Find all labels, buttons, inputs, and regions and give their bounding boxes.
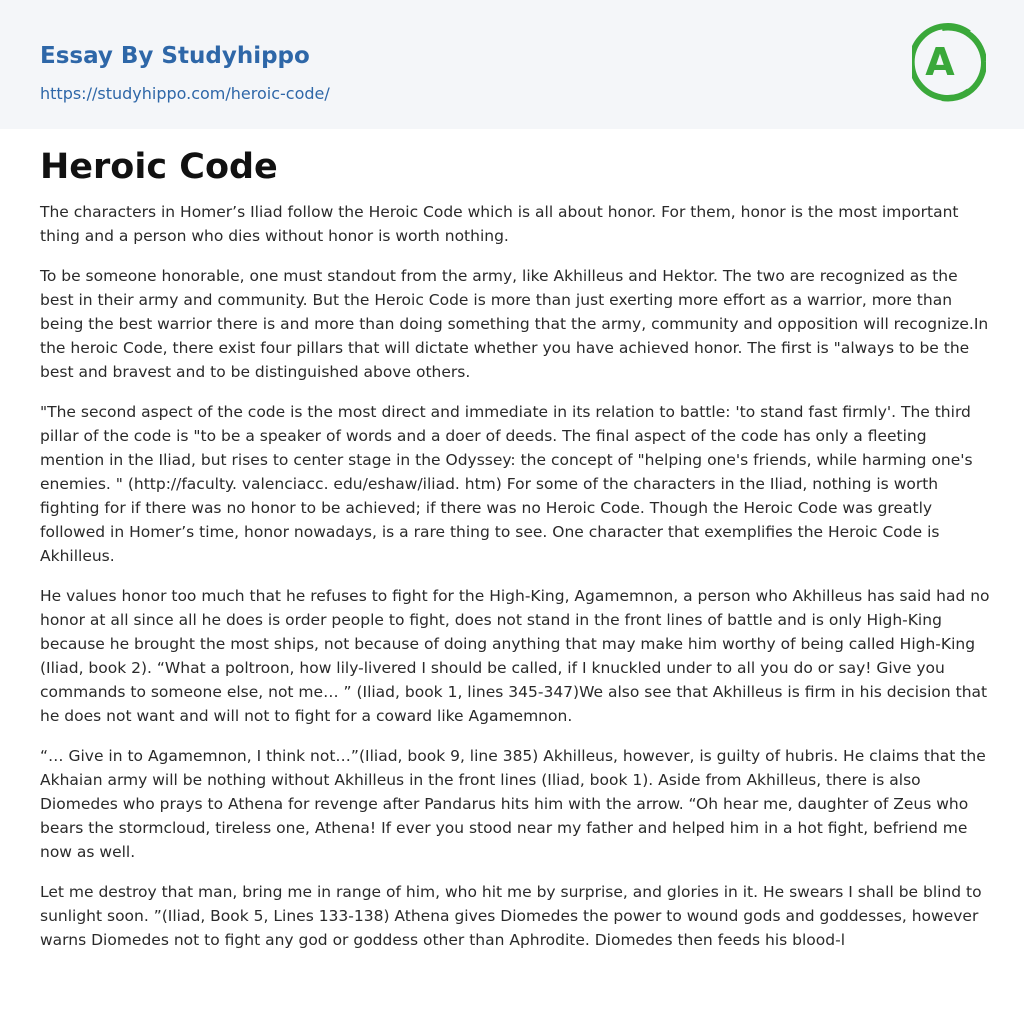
essay-title: Heroic Code [40, 147, 278, 187]
essay-url-link[interactable]: https://studyhippo.com/heroic-code/ [40, 84, 330, 103]
site-title[interactable]: Essay By Studyhippo [40, 43, 310, 69]
essay-paragraph-6: Let me destroy that man, bring me in range of him, who hit me by surprise, and glories in it. He swears I shall be blind to sunlight soon. ”(Iliad, Book 5, Lines 133-138) Athena gives Diomedes the power to wound gods and goddesses, however warns Diomedes not to fight any god or goddess other than Aphrodite. Diomedes then feeds his blood-l [40, 883, 982, 949]
essay-paragraph-2: To be someone honorable, one must standout from the army, like Akhilleus and Hektor. The two are recognized as the best in their army and community. But the Heroic Code is more than just exerting more effort as a warrior, more than being the best warrior there is and more than doing something that the army, community and opposition will recognize.In the heroic Code, there exist four pillars that will dictate whether you have achieved honor. The first is "always to be the best and bravest and to be distinguished above others. [40, 267, 989, 381]
essay-paragraph-3: "The second aspect of the code is the most direct and immediate in its relation to battle: 'to stand fast firmly'. The third pillar of the code is "to be a speaker of words and a doer of deeds. The final aspect of the code has only a fleeting mention in the Iliad, but rises to center stage in the Odyssey: the concept of "helping one's friends, while harming one's enemies. " (http://faculty. valenciacc. edu/eshaw/iliad. htm) For some of the characters in the Iliad, nothing is worth fighting for if there was no honor to be achieved; if there was no Heroic Code. Though the Heroic Code was greatly followed in Homer’s time, honor nowadays, is a rare thing to see. One character that exemplifies the Heroic Code is Akhilleus. [40, 403, 973, 565]
essay-content [40, 144, 990, 968]
essay-paragraph-1: The characters in Homer’s Iliad follow the Heroic Code which is all about honor. For them, honor is the most important thing and a person who dies without honor is worth nothing. [40, 203, 959, 245]
logo-letter: A [925, 40, 955, 84]
essay-paragraph-4: He values honor too much that he refuses to fight for the High-King, Agamemnon, a person who Akhilleus has said had no honor at all since all he does is order people to fight, does not stand in the front lines of battle and is only High-King because he brought the most ships, not because of doing anything that may make him worthy of being called High-King (Iliad, book 2). “What a poltroon, how lily-livered I should be called, if I knuckled under to all you do or say! Give you commands to someone else, not me… ” (Iliad, book 1, lines 345-347)We also see that Akhilleus is firm in his decision that he does not want and will not to fight for a coward like Agamemnon. [40, 587, 990, 725]
page-header [0, 0, 1024, 129]
essay-paragraph-5: “… Give in to Agamemnon, I think not…”(Iliad, book 9, line 385) Akhilleus, however, is guilty of hubris. He claims that the Akhaian army will be nothing without Akhilleus in the front lines (Iliad, book 1). Aside from Akhilleus, there is also Diomedes who prays to Athena for revenge after Pandarus hits him with the arrow. “Oh hear me, daughter of Zeus who bears the stormcloud, tireless one, Athena! If ever you stood near my father and helped him in a hot fight, befriend me now as well. [40, 747, 986, 861]
studyhippo-logo-icon[interactable] [912, 18, 986, 106]
